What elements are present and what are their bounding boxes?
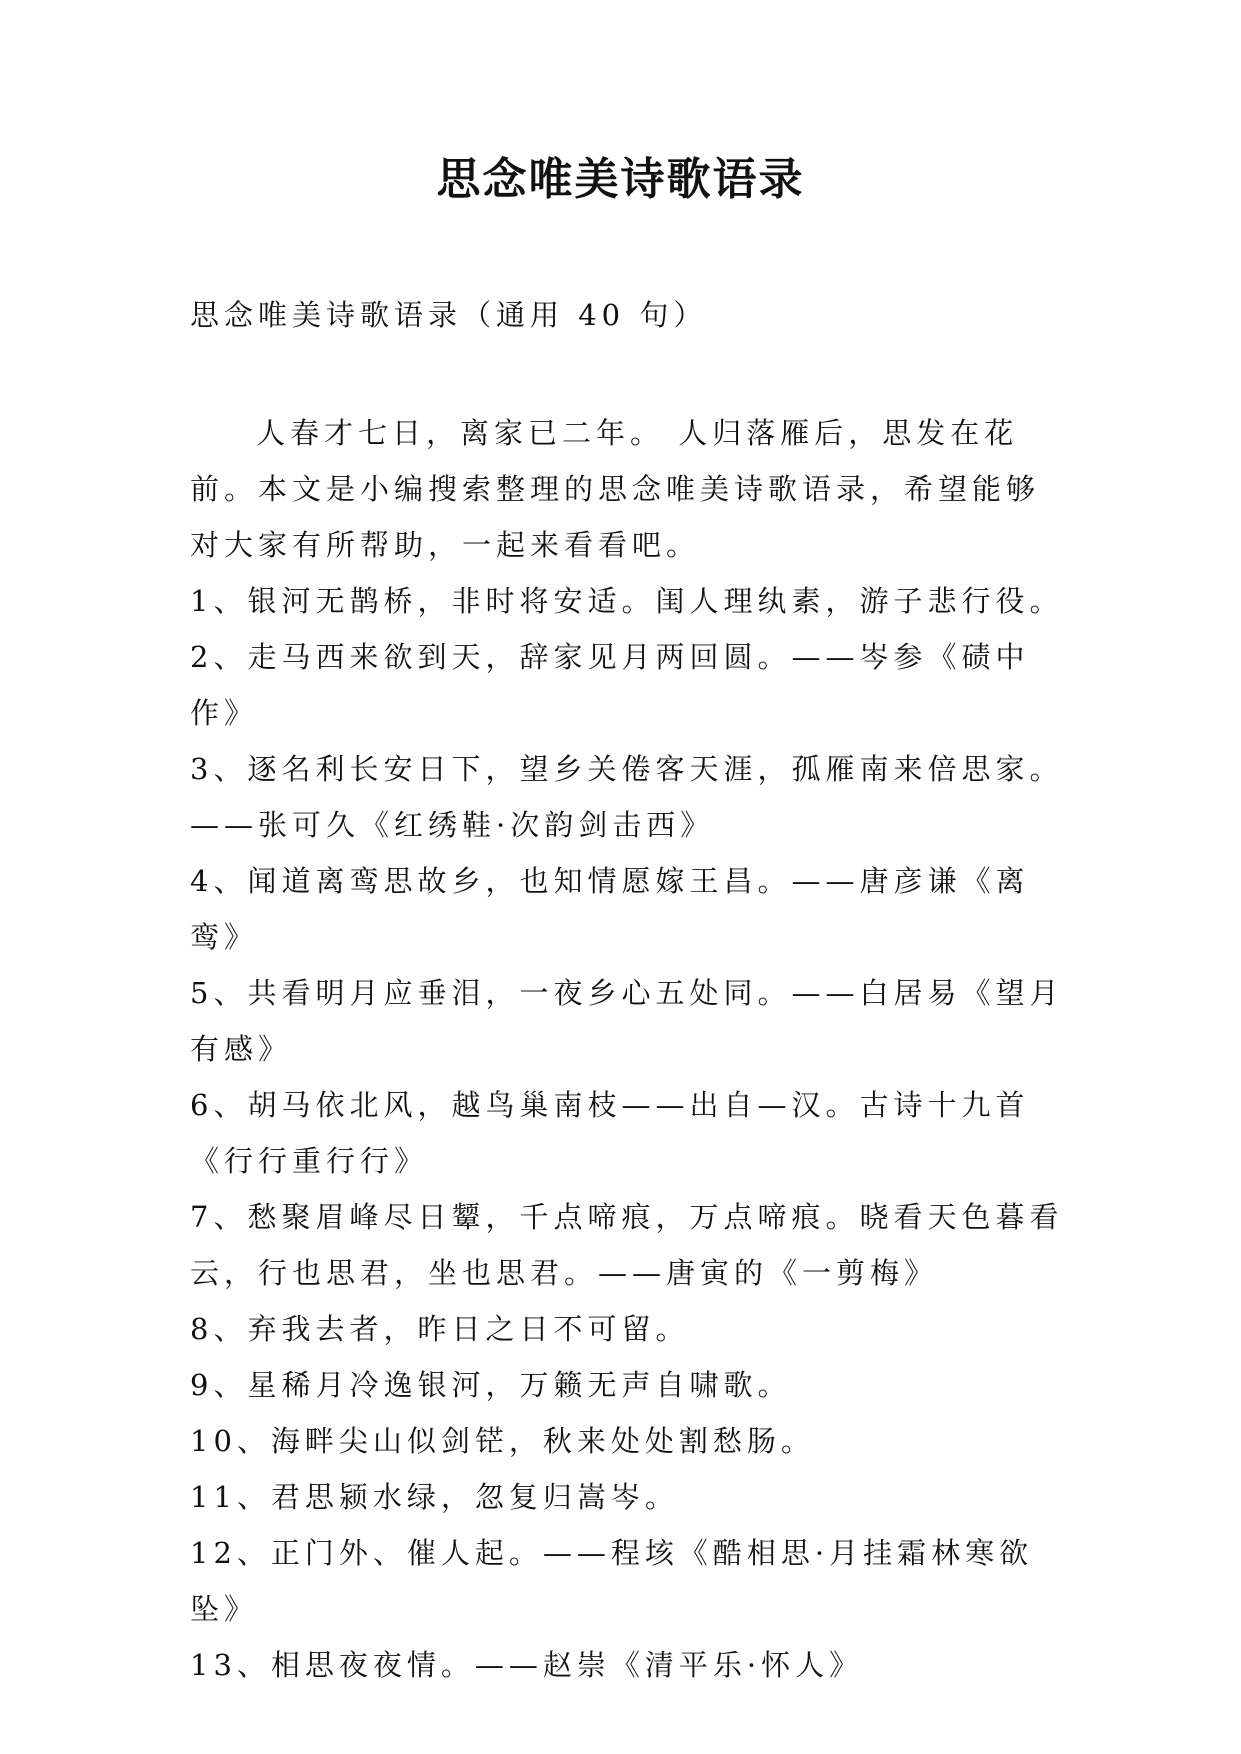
intro-paragraph: 人春才七日，离家已二年。 人归落雁后，思发在花前。本文是小编搜索整理的思念唯美诗歌语录，希望能够对大家有所帮助，一起来看看吧。 — [190, 416, 1041, 562]
list-item: 10、海畔尖山似剑铓，秋来处处割愁肠。 — [190, 1424, 815, 1458]
list-item: 9、星稀月冷逸银河，万籁无声自啸歌。 — [190, 1368, 792, 1402]
list-item: 3、逐名利长安日下，望乡关倦客天涯，孤雁南来倍思家。——张可久《红绣鞋·次韵剑击西》 — [190, 752, 1064, 842]
list-item: 7、愁聚眉峰尽日颦，千点啼痕，万点啼痕。晓看天色暮看云，行也思君，坐也思君。——唐寅的《一剪梅》 — [190, 1200, 1064, 1290]
list-item: 12、正门外、催人起。——程垓《酷相思·月挂霜林寒欲坠》 — [190, 1536, 1034, 1626]
list-item: 13、相思夜夜情。——赵崇《清平乐·怀人》 — [190, 1648, 864, 1682]
page-title: 思念唯美诗歌语录 — [436, 154, 805, 205]
document-subtitle: 思念唯美诗歌语录（通用 40 句） — [190, 298, 708, 332]
list-item: 4、闻道离鸾思故乡，也知情愿嫁王昌。——唐彦谦《离鸾》 — [190, 864, 1030, 954]
document-content — [190, 405, 1070, 1693]
list-item: 1、银河无鹊桥，非时将安适。闺人理纨素，游子悲行役。 — [190, 584, 1064, 618]
list-item: 6、胡马依北风，越鸟巢南枝——出自—汉。古诗十九首《行行重行行》 — [190, 1088, 1030, 1178]
list-item: 11、君思颍水绿，忽复归嵩岑。 — [190, 1480, 679, 1514]
list-item: 8、弃我去者，昨日之日不可留。 — [190, 1312, 690, 1346]
list-item: 5、共看明月应垂泪，一夜乡心五处同。——白居易《望月有感》 — [190, 976, 1064, 1066]
list-item: 2、走马西来欲到天，辞家见月两回圆。——岑参《碛中作》 — [190, 640, 1030, 730]
